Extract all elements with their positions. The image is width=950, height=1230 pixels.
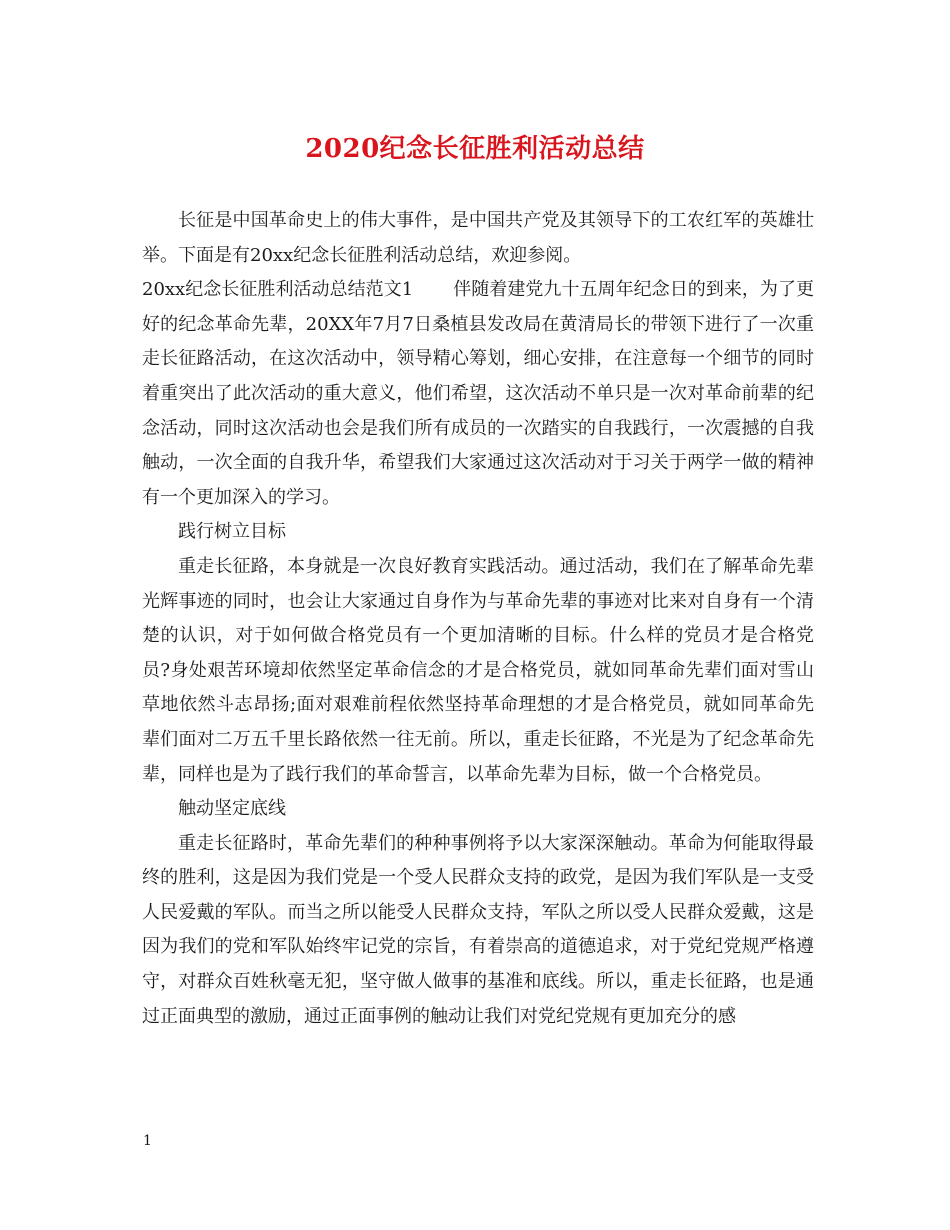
sample-paragraph-text: 伴随着建党九十五周年纪念日的到来，为了更好的纪念革命先辈，20XX年7月7日桑植县发改局在黄清局长的带领下进行了一次重走长征路活动，在这次活动中，领导精心筹划，细心安排，在注意每一个细节的同时着重突出了此次活动的重大意义，他们希望，这次活动不单只是一次对革命前辈的纪念活动，同时这次活动也会是我们所有成员的一次踏实的自我践行，一次震撼的自我触动，一次全面的自我升华，希望我们大家通过这次活动对于习关于两学一做的精神有一个更加深入的学习。 — [142, 279, 814, 508]
sample-paragraph — [142, 273, 814, 515]
document-body — [142, 204, 814, 1034]
bottom-line-paragraph: 重走长征路时，革命先辈们的种种事例将予以大家深深触动。革命为何能取得最终的胜利，这是因为我们党是一个受人民群众支持的政党，是因为我们军队是一支受人民爱戴的军队。而当之所以能受人民群众支持，军队之所以受人民群众爱戴，这是因为我们的党和军队始终牢记党的宗旨，有着崇高的道德追求，对于党纪党规严格遵守，对群众百姓秋毫无犯，坚守做人做事的基准和底线。所以，重走长征路，也是通过正面典型的激励，通过正面事例的触动让我们对党纪党规有更加充分的感 — [142, 832, 814, 1027]
page-number: 1 — [143, 1133, 152, 1149]
section-heading-practice: 践行树立目标 — [178, 521, 286, 543]
practice-paragraph: 重走长征路，本身就是一次良好教育实践活动。通过活动，我们在了解革命先辈光辉事迹的同时，也会让大家通过自身作为与革命先辈的事迹对比来对自身有一个清楚的认识，对于如何做合格党员有一个更加清晰的目标。什么样的党员才是合格党员?身处艰苦环境却依然坚定革命信念的才是合格党员，就如同革命先辈们面对雪山草地依然斗志昂扬;面对艰难前程依然坚持革命理想的才是合格党员，就如同革命先辈们面对二万五千里长路依然一往无前。所以，重走长征路，不光是为了纪念革命先辈，同样也是为了践行我们的革命誓言，以革命先辈为目标，做一个合格党员。 — [142, 555, 814, 785]
document-title: 2020纪念长征胜利活动总结 — [305, 134, 645, 164]
intro-paragraph: 长征是中国革命史上的伟大事件，是中国共产党及其领导下的工农红军的英雄壮举。下面是有20xx纪念长征胜利活动总结，欢迎参阅。 — [142, 210, 814, 266]
sample-heading: 20xx纪念长征胜利活动总结范文1 — [142, 279, 414, 301]
section-heading-bottom-line: 触动坚定底线 — [178, 798, 286, 820]
